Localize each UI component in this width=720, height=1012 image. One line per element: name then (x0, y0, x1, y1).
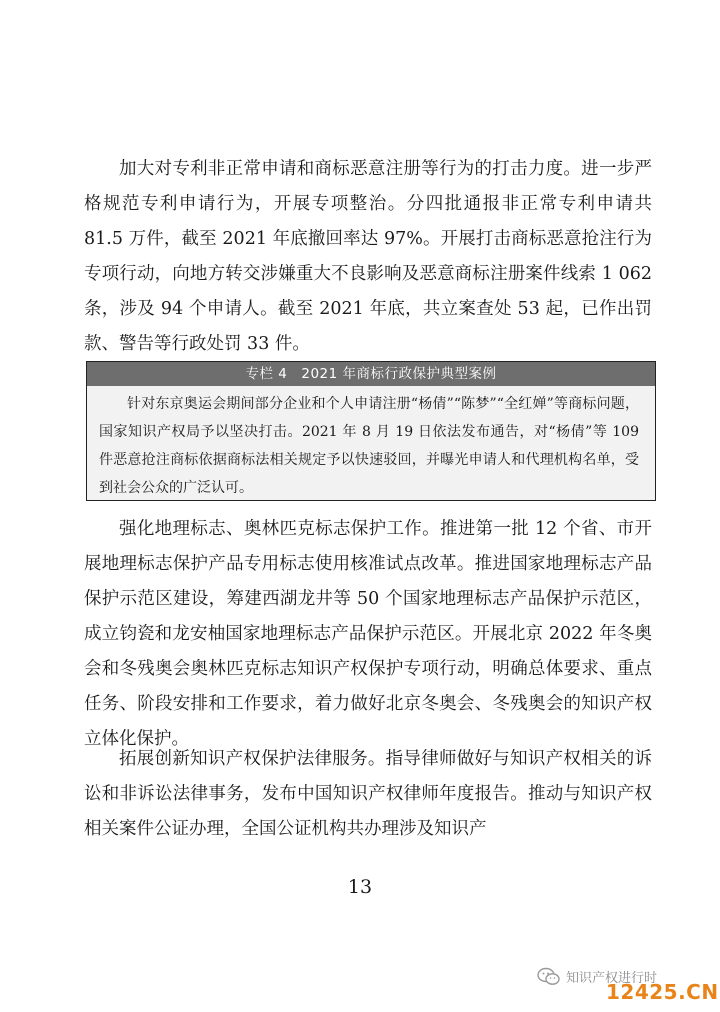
page-number: 13 (347, 876, 373, 898)
paragraph-legal-services: 拓展创新知识产权保护法律服务。指导律师做好与知识产权相关的诉讼和非诉讼法律事务，发布中国知识产权律师年度报告。推动与知识产权相关案件公证办理，全国公证机构共办理涉及知识产 (84, 749, 652, 839)
watermark-account: 知识产权进行时 (566, 971, 658, 986)
wechat-icon (536, 964, 562, 990)
box-body-text: 针对东京奥运会期间部分企业和个人申请注册“杨倩”“陈梦”“全红婵”等商标问题，国家知识产权局予以坚决打击。2021 年 8 月 19 日依法发布通告，对“杨倩”等 109 件恶意抢注商标依据商标法相关规定予以快速驳回，并曝光申请人和代理机构名单，受到社会公众的广泛认可。 (99, 396, 639, 496)
box-title: 专栏 4 2021 年商标行政保护典型案例 (87, 362, 655, 386)
watermark-site: 12425.CN (606, 980, 719, 1004)
paragraph-patent-trademark-crackdown: 加大对专利非正常申请和商标恶意注册等行为的打击力度。进一步严格规范专利申请行为，开展专项整治。分四批通报非正常专利申请共 81.5 万件，截至 2021 年底撤回率达 97%。开展打击商标恶意抢注行为专项行动，向地方转交涉嫌重大不良影响及恶意商标注册案件线索 1 062 条，涉及 94 个申请人。截至 2021 年底，共立案查处 53 起，已作出罚款、警告等行政处罚 33 件。 (84, 159, 652, 354)
watermark (536, 964, 719, 1004)
paragraph-geographic-olympic-marks: 强化地理标志、奥林匹克标志保护工作。推进第一批 12 个省、市开展地理标志保护产品专用标志使用核准试点改革。推进国家地理标志产品保护示范区建设，筹建西湖龙井等 50 个国家地理标志产品保护示范区，成立钧瓷和龙安柚国家地理标志产品保护示范区。开展北京 2022 年冬奥会和冬残奥会奥林匹克标志知识产权保护专项行动，明确总体要求、重点任务、阶段安排和工作要求，着力做好北京冬奥会、冬残奥会的知识产权立体化保护。 (84, 519, 652, 749)
sidebar-box-case-study (86, 361, 656, 501)
